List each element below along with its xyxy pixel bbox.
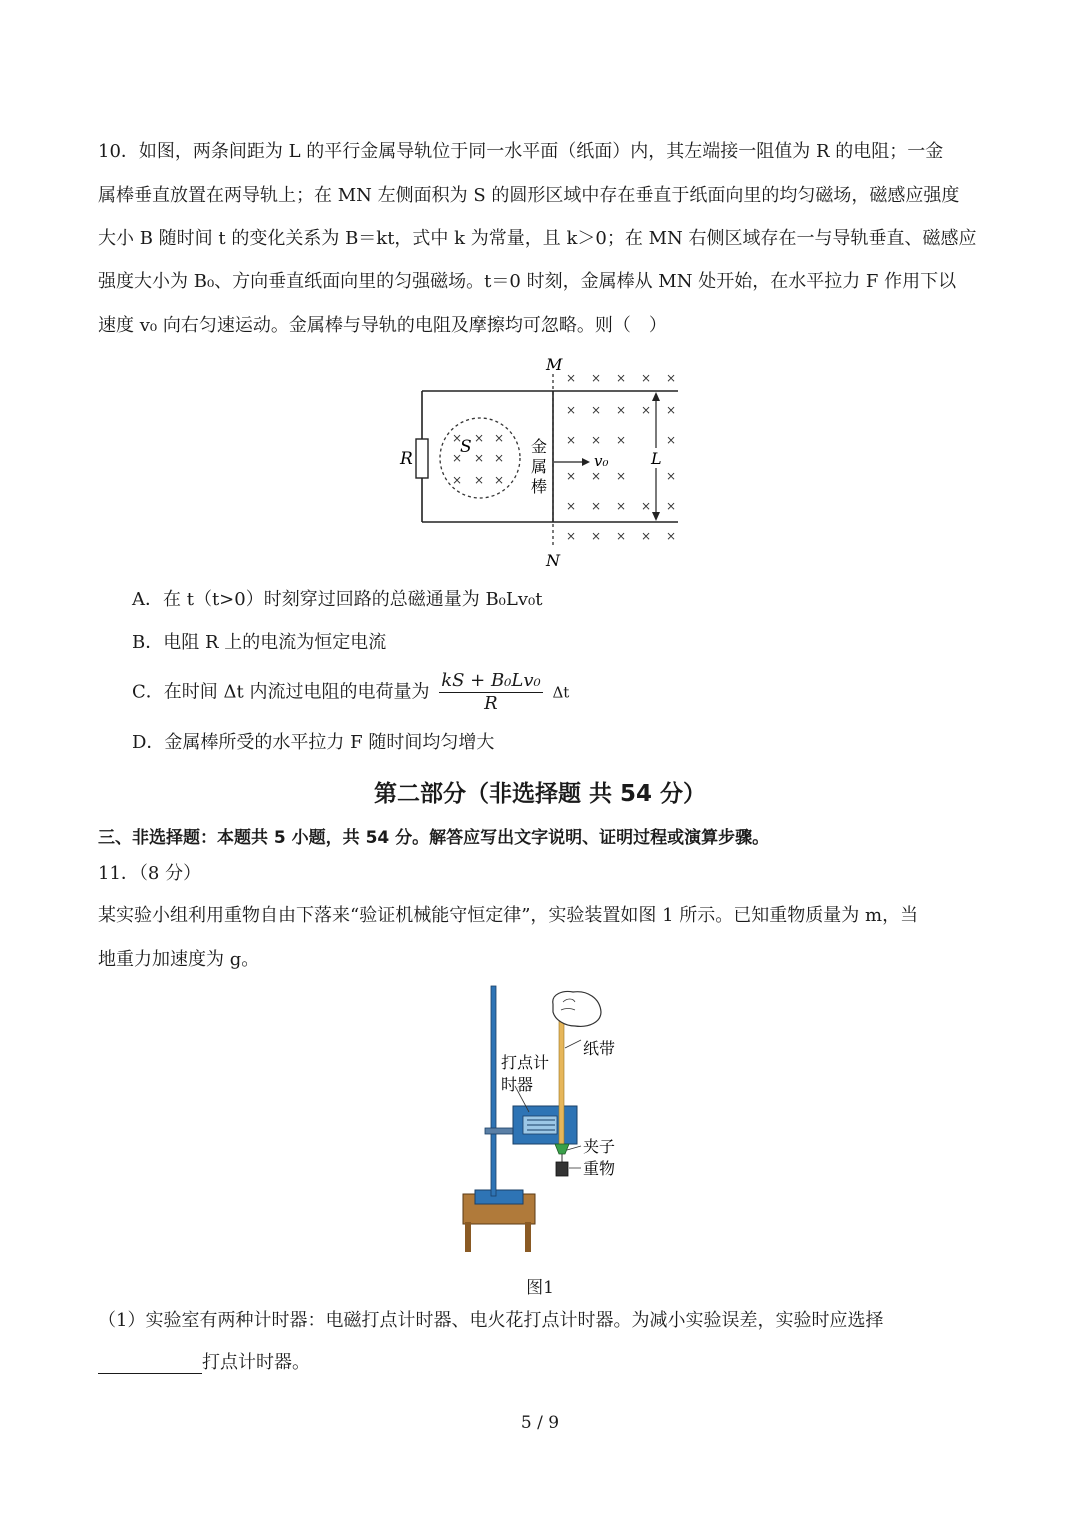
option-C — [132, 670, 569, 715]
q11-apparatus-figure — [455, 982, 655, 1272]
q10-line-3: 大小 B 随时间 t 的变化关系为 B＝kt，式中 k 为常量，且 k＞0；在 MN 右侧区域存在一与导轨垂直、磁感应 — [98, 228, 977, 249]
svg-text:×: × — [666, 469, 677, 483]
label-timer-2: 时器 — [501, 1075, 534, 1094]
rod-label-2: 属 — [531, 457, 548, 476]
svg-text:×: × — [641, 403, 652, 417]
q10-line-1: 10．如图，两条间距为 L 的平行金属导轨位于同一水平面（纸面）内，其左端接一阻值为 R 的电阻；一金 — [98, 141, 944, 162]
fraction-numerator: kS + B₀Lv₀ — [441, 670, 541, 691]
part2-instruction: 三、非选择题：本题共 5 小题，共 54 分。解答应写出文字说明、证明过程或演算步骤。 — [98, 828, 770, 848]
svg-text:×: × — [666, 433, 677, 447]
option-C-fraction — [439, 670, 543, 715]
svg-text:×: × — [494, 451, 505, 465]
label-weight: 重物 — [583, 1159, 616, 1178]
svg-text:×: × — [494, 473, 505, 487]
q10-line-2: 属棒垂直放置在两导轨上；在 MN 左侧面积为 S 的圆形区域中存在垂直于纸面向里的均匀磁场，磁感应强度 — [98, 185, 960, 206]
page-number: 5 / 9 — [520, 1413, 560, 1433]
svg-text:×: × — [452, 431, 463, 445]
label-clip: 夹子 — [583, 1137, 616, 1156]
option-B: B．电阻 R 上的电流为恒定电流 — [132, 632, 387, 653]
stand-pole — [491, 986, 496, 1196]
velocity-arrow-icon — [582, 458, 590, 466]
svg-text:×: × — [591, 529, 602, 543]
q11-header: 11．（8 分） — [98, 863, 202, 884]
label-R: R — [400, 449, 413, 469]
option-C-prefix: C．在时间 Δt 内流过电阻的电荷量为 — [132, 681, 430, 703]
svg-text:×: × — [452, 451, 463, 465]
q10-circuit-figure — [396, 352, 696, 574]
svg-text:×: × — [641, 371, 652, 385]
option-A: A．在 t（t>0）时刻穿过回路的总磁通量为 B₀Lv₀t — [132, 589, 543, 610]
svg-text:×: × — [616, 403, 627, 417]
label-timer-1: 打点计 — [501, 1053, 550, 1072]
svg-text:×: × — [566, 529, 577, 543]
fraction-denominator: R — [484, 693, 498, 714]
svg-text:×: × — [616, 433, 627, 447]
svg-text:×: × — [494, 431, 505, 445]
q11-sub1-line-1: （1）实验室有两种计时器：电磁打点计时器、电火花打点计时器。为减小实验误差，实验时应选择 — [98, 1310, 884, 1331]
circle-field-crosses — [452, 431, 504, 487]
clip-icon — [555, 1144, 569, 1154]
option-C-suffix: Δt — [552, 683, 570, 702]
label-S: S — [460, 437, 472, 457]
svg-text:×: × — [566, 469, 577, 483]
svg-text:×: × — [616, 499, 627, 513]
q11-line-1: 某实验小组利用重物自由下落来“验证机械能守恒定律”，实验装置如图 1 所示。已知重物质量为 m，当 — [98, 905, 919, 926]
svg-text:×: × — [616, 371, 627, 385]
svg-text:×: × — [474, 431, 485, 445]
svg-text:×: × — [666, 403, 677, 417]
figure1-caption: 图1 — [526, 1278, 554, 1298]
svg-text:×: × — [566, 371, 577, 385]
svg-text:×: × — [616, 469, 627, 483]
option-D: D．金属棒所受的水平拉力 F 随时间均匀增大 — [132, 732, 495, 753]
svg-text:×: × — [591, 433, 602, 447]
part2-title: 第二部分（非选择题 共 54 分） — [373, 781, 707, 807]
label-N: N — [546, 551, 560, 570]
q11-sub1-line-2 — [98, 1352, 310, 1374]
svg-text:×: × — [591, 371, 602, 385]
rod-label-1: 金 — [531, 437, 548, 456]
svg-text:×: × — [616, 529, 627, 543]
q11-sub1-text: 打点计时器。 — [202, 1352, 310, 1373]
svg-text:×: × — [666, 371, 677, 385]
svg-text:×: × — [641, 499, 652, 513]
svg-text:×: × — [452, 473, 463, 487]
svg-text:×: × — [474, 473, 485, 487]
rod-label-3: 棒 — [531, 477, 548, 496]
svg-text:×: × — [474, 451, 485, 465]
svg-text:×: × — [666, 529, 677, 543]
svg-text:×: × — [566, 433, 577, 447]
answer-blank[interactable] — [98, 1355, 202, 1374]
label-M: M — [546, 355, 563, 374]
resistor-symbol — [416, 439, 428, 478]
stand-base — [475, 1190, 523, 1204]
svg-text:×: × — [591, 469, 602, 483]
hand-icon — [553, 992, 601, 1027]
q10-line-5: 速度 v₀ 向右匀速运动。金属棒与导轨的电阻及摩擦均可忽略。则（ ） — [98, 315, 667, 336]
weight-block — [556, 1162, 568, 1176]
svg-text:×: × — [591, 499, 602, 513]
label-L: L — [651, 449, 662, 468]
svg-text:×: × — [566, 499, 577, 513]
svg-text:×: × — [666, 499, 677, 513]
svg-text:×: × — [566, 403, 577, 417]
svg-text:×: × — [591, 403, 602, 417]
q10-line-4: 强度大小为 B₀、方向垂直纸面向里的匀强磁场。t＝0 时刻，金属棒从 MN 处开始，在水平拉力 F 作用下以 — [98, 271, 957, 292]
label-v0: v₀ — [594, 452, 609, 470]
q11-line-2: 地重力加速度为 g。 — [98, 949, 260, 970]
svg-text:×: × — [641, 529, 652, 543]
label-paper-tape: 纸带 — [583, 1039, 616, 1058]
